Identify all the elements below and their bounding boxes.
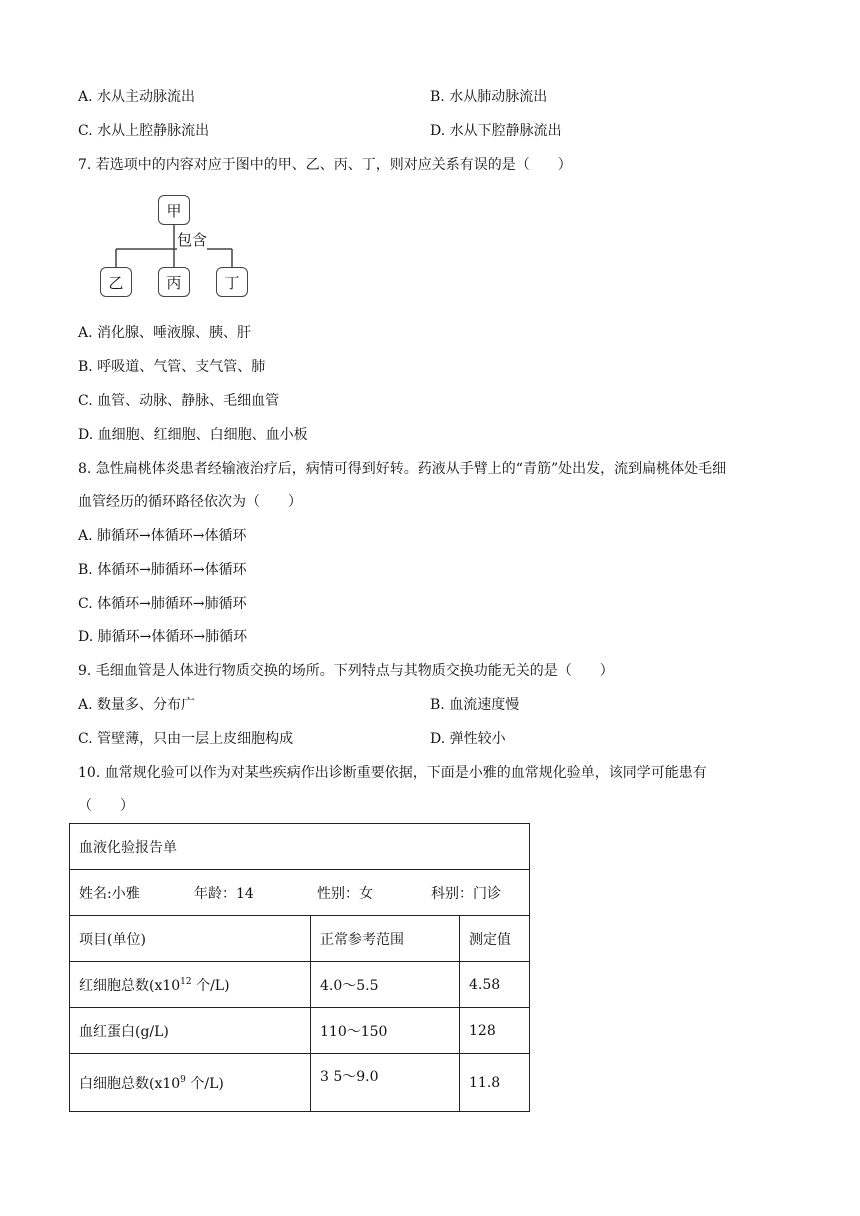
- item-unit: 个/L): [185, 1075, 224, 1092]
- item-unit: 个/L): [191, 977, 230, 994]
- diagram-node-child-1: 乙: [100, 267, 132, 297]
- diagram-node-child-2: 丙: [158, 267, 190, 297]
- table-row: [70, 1054, 530, 1112]
- value-cell: 128: [460, 1008, 530, 1054]
- report-title-row: [70, 824, 530, 870]
- report-title: 血液化验报告单: [70, 824, 530, 870]
- q9-stem: 9. 毛细血管是人体进行物质交换的场所。下列特点与其物质交换功能无关的是（ ）: [78, 663, 614, 679]
- item-exponent: 12: [180, 976, 192, 987]
- header-value: 测定值: [460, 916, 530, 962]
- item-text: 血红蛋白(g/L): [79, 1023, 169, 1040]
- q6-option-c: C. 水从上腔静脉流出: [78, 123, 210, 139]
- q9-option-a: A. 数量多、分布广: [78, 697, 196, 713]
- patient-sex: 性别：女: [317, 885, 373, 902]
- item-exponent: 9: [180, 1074, 186, 1085]
- q10-stem-line-1: 10. 血常规化验可以作为对某些疾病作出诊断重要依据，下面是小雅的血常规化验单，该同学可能患有: [78, 765, 707, 781]
- patient-name: 姓名:小雅: [79, 885, 140, 902]
- q10-stem-line-2: （ ）: [78, 798, 134, 814]
- report-patient-row: [70, 870, 530, 916]
- diagram-node-top: 甲: [158, 195, 190, 225]
- range-cell: 4.0～5.5: [311, 962, 460, 1008]
- q6-option-b: B. 水从肺动脉流出: [430, 89, 548, 105]
- item-text: 白细胞总数(x10: [79, 1075, 181, 1092]
- q6-option-d: D. 水从下腔静脉流出: [430, 123, 562, 139]
- q8-option-c: C. 体循环→肺循环→肺循环: [78, 596, 247, 612]
- report-patient-info: [70, 870, 530, 916]
- diagram-relation-label: 包含: [177, 231, 208, 249]
- q8-option-b: B. 体循环→肺循环→体循环: [78, 562, 247, 578]
- q7-option-a: A. 消化腺、唾液腺、胰、肝: [78, 325, 252, 341]
- value-cell: 4.58: [460, 962, 530, 1008]
- range-cell: 3 5～9.0: [311, 1054, 460, 1112]
- hierarchy-diagram: [96, 193, 256, 301]
- header-range: 正常参考范围: [311, 916, 460, 962]
- item-cell: [70, 1054, 311, 1112]
- patient-department: 科别：门诊: [431, 885, 501, 902]
- patient-age: 年龄：14: [194, 885, 254, 902]
- q7-stem: 7. 若选项中的内容对应于图中的甲、乙、丙、丁，则对应关系有误的是（ ）: [78, 157, 572, 173]
- q7-option-b: B. 呼吸道、气管、支气管、肺: [78, 359, 266, 375]
- range-cell: 110～150: [311, 1008, 460, 1054]
- q8-stem-line-1: 8. 急性扁桃体炎患者经输液治疗后，病情可得到好转。药液从手臂上的“青筋”处出发，流到扁桃体处毛细: [78, 461, 727, 477]
- item-cell: [70, 962, 311, 1008]
- q9-option-c: C. 管壁薄，只由一层上皮细胞构成: [78, 731, 294, 747]
- q8-option-a: A. 肺循环→体循环→体循环: [78, 528, 247, 544]
- diagram-node-child-3: 丁: [216, 267, 248, 297]
- item-text: 红细胞总数(x10: [79, 977, 181, 994]
- value-cell: 11.8: [460, 1054, 530, 1112]
- table-row: [70, 962, 530, 1008]
- table-row: [70, 1008, 530, 1054]
- q8-option-d: D. 肺循环→体循环→肺循环: [78, 629, 248, 645]
- q8-stem-line-2: 血管经历的循环路径依次为（ ）: [78, 494, 302, 510]
- q9-option-d: D. 弹性较小: [430, 731, 506, 747]
- report-header-row: [70, 916, 530, 962]
- item-cell: [70, 1008, 311, 1054]
- blood-test-report: [69, 823, 530, 1112]
- header-item: 项目(单位): [70, 916, 311, 962]
- q7-option-c: C. 血管、动脉、静脉、毛细血管: [78, 393, 280, 409]
- q6-option-a: A. 水从主动脉流出: [78, 89, 196, 105]
- q7-option-d: D. 血细胞、红细胞、白细胞、血小板: [78, 427, 308, 443]
- q9-option-b: B. 血流速度慢: [430, 697, 520, 713]
